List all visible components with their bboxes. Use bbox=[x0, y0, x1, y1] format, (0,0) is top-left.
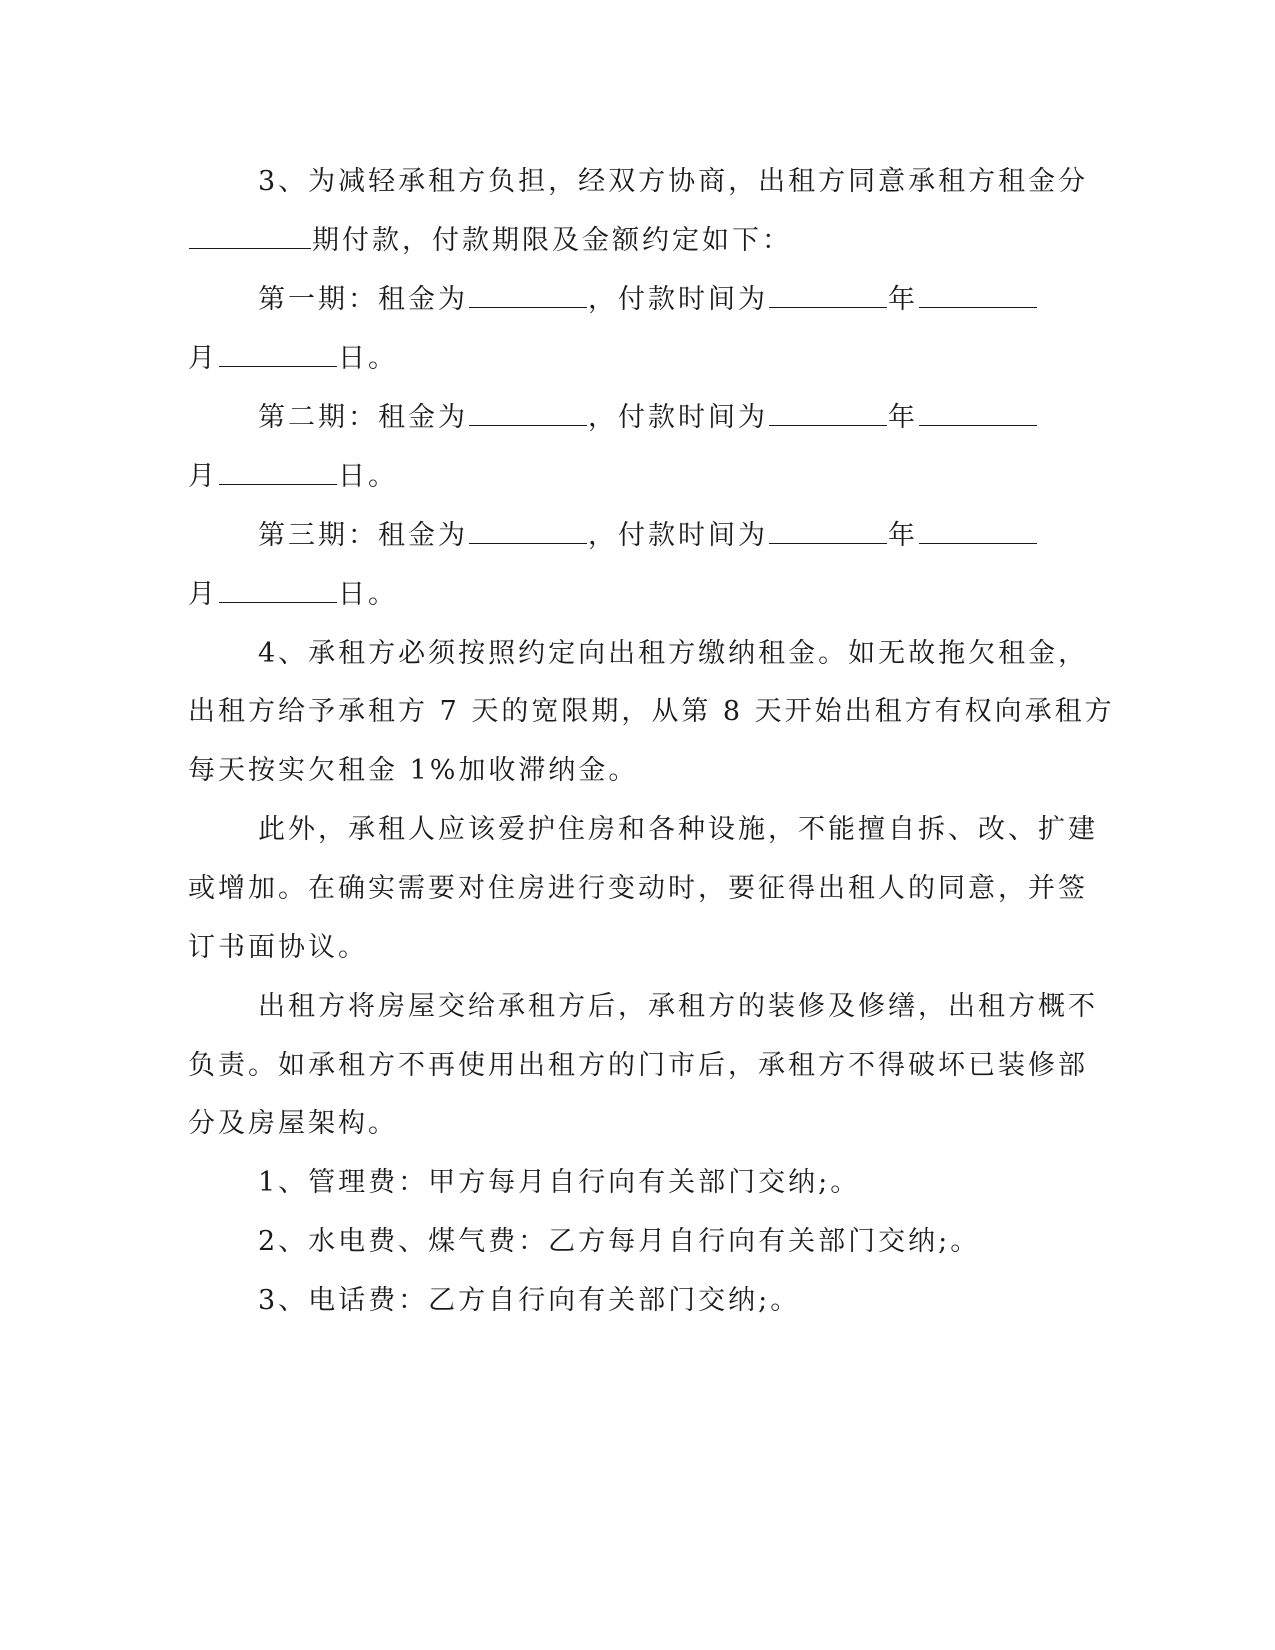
renovation-line3: 分及房屋架构。 bbox=[188, 1108, 398, 1139]
period1-line2 bbox=[188, 339, 1088, 379]
period1-month: 月 bbox=[188, 343, 218, 374]
period2-day-blank bbox=[219, 458, 337, 485]
period3-day-blank bbox=[219, 576, 337, 603]
period3-year: 年 bbox=[888, 520, 918, 551]
period1-label: 第一期：租金为 bbox=[258, 284, 468, 315]
period2-month-blank bbox=[919, 399, 1037, 426]
renovation-line1: 出租方将房屋交给承租方后，承租方的装修及修缮，出租方概不 bbox=[258, 991, 1098, 1022]
period1-day-blank bbox=[219, 340, 337, 367]
clause3-line1: 3、为减轻承租方负担，经双方协商，出租方同意承租方租金分 bbox=[258, 166, 1089, 197]
period3-month: 月 bbox=[188, 579, 218, 610]
period3-line1 bbox=[258, 516, 1158, 556]
maintenance-line2: 或增加。在确实需要对住房进行变动时，要征得出租人的同意，并签 bbox=[188, 873, 1088, 904]
clause3-line2-text: 期付款，付款期限及金额约定如下： bbox=[312, 225, 792, 256]
installments-blank bbox=[189, 222, 311, 249]
period1-paytime: ，付款时间为 bbox=[588, 284, 768, 315]
period2-year-blank bbox=[769, 399, 887, 426]
fee-utilities: 2、水电费、煤气费：乙方每月自行向有关部门交纳;。 bbox=[258, 1226, 981, 1257]
period3-paytime: ，付款时间为 bbox=[588, 520, 768, 551]
maintenance-line3: 订书面协议。 bbox=[188, 932, 368, 963]
period3-day: 日。 bbox=[338, 579, 398, 610]
period1-year: 年 bbox=[888, 284, 918, 315]
period1-day: 日。 bbox=[338, 343, 398, 374]
period3-label: 第三期：租金为 bbox=[258, 520, 468, 551]
maintenance-line1: 此外，承租人应该爱护住房和各种设施，不能擅自拆、改、扩建 bbox=[258, 814, 1098, 845]
period2-day: 日。 bbox=[338, 461, 398, 492]
period2-label: 第二期：租金为 bbox=[258, 402, 468, 433]
period3-month-blank bbox=[919, 517, 1037, 544]
period3-rent-blank bbox=[469, 517, 587, 544]
period2-year: 年 bbox=[888, 402, 918, 433]
period1-line1 bbox=[258, 280, 1158, 320]
clause4-line2: 出租方给予承租方 7 天的宽限期，从第 8 天开始出租方有权向承租方 bbox=[188, 696, 1115, 727]
period3-line2 bbox=[188, 575, 1088, 615]
period2-rent-blank bbox=[469, 399, 587, 426]
clause4-line3: 每天按实欠租金 1%加收滞纳金。 bbox=[188, 755, 639, 786]
clause4-line1: 4、承租方必须按照约定向出租方缴纳租金。如无故拖欠租金， bbox=[258, 638, 1089, 669]
period2-month: 月 bbox=[188, 461, 218, 492]
fee-telephone: 3、电话费：乙方自行向有关部门交纳;。 bbox=[258, 1285, 801, 1316]
period2-line1 bbox=[258, 398, 1158, 438]
fee-management: 1、管理费：甲方每月自行向有关部门交纳;。 bbox=[258, 1167, 861, 1198]
renovation-line2: 负责。如承租方不再使用出租方的门市后，承租方不得破坏已装修部 bbox=[188, 1050, 1088, 1081]
period1-year-blank bbox=[769, 281, 887, 308]
period1-month-blank bbox=[919, 281, 1037, 308]
clause3-line2 bbox=[188, 221, 1088, 261]
period3-year-blank bbox=[769, 517, 887, 544]
period2-paytime: ，付款时间为 bbox=[588, 402, 768, 433]
period2-line2 bbox=[188, 457, 1088, 497]
period1-rent-blank bbox=[469, 281, 587, 308]
